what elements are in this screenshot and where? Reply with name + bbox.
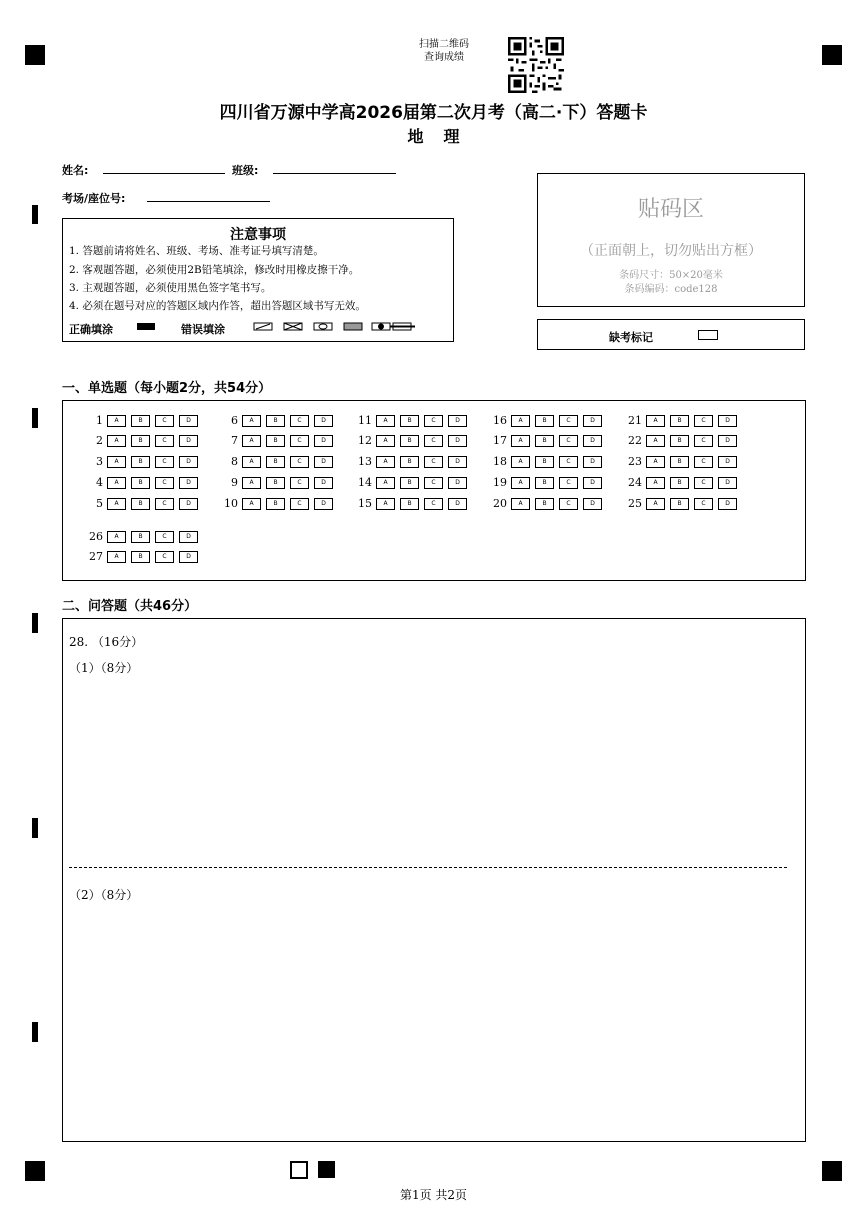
option-d-bubble[interactable]: D <box>179 435 198 447</box>
question-number: 5 <box>96 497 103 510</box>
option-d-bubble[interactable]: D <box>314 415 333 427</box>
option-a-bubble[interactable]: A <box>376 477 395 489</box>
option-b-bubble[interactable]: B <box>400 477 419 489</box>
option-c-bubble[interactable]: C <box>290 477 309 489</box>
option-d-bubble[interactable]: D <box>448 435 467 447</box>
barcode-size: 条码尺寸：50×20毫米 <box>619 270 723 281</box>
option-a-bubble[interactable]: A <box>107 477 126 489</box>
notice-title: 注意事项 <box>230 227 286 243</box>
absent-checkbox[interactable] <box>698 330 718 340</box>
option-a-bubble[interactable]: A <box>376 498 395 510</box>
notice-item: 3. 主观题答题，必须使用黑色签字笔书写。 <box>69 282 272 294</box>
option-b-bubble[interactable]: B <box>670 415 689 427</box>
option-a-bubble[interactable]: A <box>646 456 665 468</box>
page-title: 四川省万源中学高2026届第二次月考（高二·下）答题卡 <box>219 103 648 123</box>
question-number: 6 <box>231 414 238 427</box>
question-number: 8 <box>231 455 238 468</box>
barcode-area <box>537 173 805 307</box>
option-a-bubble[interactable]: A <box>242 456 261 468</box>
question-number: 7 <box>231 434 238 447</box>
option-d-bubble[interactable]: D <box>179 415 198 427</box>
option-d-bubble[interactable]: D <box>448 477 467 489</box>
question-number: 3 <box>96 455 103 468</box>
option-c-bubble[interactable]: C <box>694 477 713 489</box>
option-b-bubble[interactable]: B <box>131 531 150 543</box>
page-mark-filled <box>318 1161 335 1178</box>
question-number: 26 <box>89 530 103 543</box>
side-mark <box>32 613 38 633</box>
barcode-instruction: （正面朝上，切勿贴出方框） <box>580 243 762 259</box>
option-a-bubble[interactable]: A <box>376 415 395 427</box>
option-d-bubble[interactable]: D <box>718 435 737 447</box>
question-28-part-2: （2）（8分） <box>69 888 139 902</box>
question-number: 27 <box>89 550 103 563</box>
option-a-bubble[interactable]: A <box>646 477 665 489</box>
option-a-bubble[interactable]: A <box>646 498 665 510</box>
option-c-bubble[interactable]: C <box>290 456 309 468</box>
option-c-bubble[interactable]: C <box>290 498 309 510</box>
notice-item: 4. 必须在题号对应的答题区域内作答，超出答题区域书写无效。 <box>69 300 366 312</box>
option-a-bubble[interactable]: A <box>646 415 665 427</box>
question-number: 19 <box>493 476 507 489</box>
option-d-bubble[interactable]: D <box>718 498 737 510</box>
fill-example-row <box>69 321 113 337</box>
option-d-bubble[interactable]: D <box>448 415 467 427</box>
question-number: 17 <box>493 434 507 447</box>
option-c-bubble[interactable]: C <box>424 477 443 489</box>
name-field[interactable] <box>103 173 225 174</box>
option-d-bubble[interactable]: D <box>718 477 737 489</box>
option-b-bubble[interactable]: B <box>131 551 150 563</box>
option-b-bubble[interactable]: B <box>670 456 689 468</box>
option-c-bubble[interactable]: C <box>694 435 713 447</box>
option-b-bubble[interactable]: B <box>400 498 419 510</box>
option-d-bubble[interactable]: D <box>179 456 198 468</box>
option-c-bubble[interactable]: C <box>155 456 174 468</box>
option-c-bubble[interactable]: C <box>155 498 174 510</box>
option-c-bubble[interactable]: C <box>559 435 578 447</box>
absent-mark-box <box>537 319 805 350</box>
page-mark-empty <box>290 1161 308 1179</box>
option-c-bubble[interactable]: C <box>559 415 578 427</box>
multiple-choice-area <box>62 400 806 581</box>
corner-mark-top-left <box>25 45 45 65</box>
option-b-bubble[interactable]: B <box>266 498 285 510</box>
option-c-bubble[interactable]: C <box>424 498 443 510</box>
barcode-encoding: 条码编码：code128 <box>624 284 718 295</box>
option-d-bubble[interactable]: D <box>583 456 602 468</box>
corner-mark-top-right <box>822 45 842 65</box>
question-28-title: 28. （16分） <box>69 635 144 649</box>
side-mark <box>32 1022 38 1042</box>
option-c-bubble[interactable]: C <box>155 477 174 489</box>
correct-fill-sample <box>137 323 155 330</box>
option-c-bubble[interactable]: C <box>155 531 174 543</box>
option-c-bubble[interactable]: C <box>559 498 578 510</box>
option-a-bubble[interactable]: A <box>646 435 665 447</box>
option-b-bubble[interactable]: B <box>266 415 285 427</box>
option-a-bubble[interactable]: A <box>511 477 530 489</box>
option-c-bubble[interactable]: C <box>694 415 713 427</box>
option-a-bubble[interactable]: A <box>242 498 261 510</box>
option-c-bubble[interactable]: C <box>424 415 443 427</box>
question-number: 14 <box>358 476 372 489</box>
answer-area[interactable] <box>62 618 806 1142</box>
option-b-bubble[interactable]: B <box>131 456 150 468</box>
option-d-bubble[interactable]: D <box>583 498 602 510</box>
wrong-fill-samples <box>253 322 423 332</box>
option-d-bubble[interactable]: D <box>718 456 737 468</box>
option-b-bubble[interactable]: B <box>266 435 285 447</box>
class-field[interactable] <box>273 173 396 174</box>
question-number: 10 <box>224 497 238 510</box>
option-a-bubble[interactable]: A <box>107 551 126 563</box>
option-b-bubble[interactable]: B <box>400 456 419 468</box>
option-d-bubble[interactable]: D <box>583 415 602 427</box>
option-d-bubble[interactable]: D <box>179 551 198 563</box>
option-c-bubble[interactable]: C <box>424 435 443 447</box>
option-c-bubble[interactable]: C <box>155 435 174 447</box>
option-b-bubble[interactable]: B <box>670 498 689 510</box>
option-b-bubble[interactable]: B <box>400 435 419 447</box>
part-divider <box>69 867 787 868</box>
option-a-bubble[interactable]: A <box>107 456 126 468</box>
option-c-bubble[interactable]: C <box>155 551 174 563</box>
notice-item: 2. 客观题答题，必须使用2B铅笔填涂，修改时用橡皮擦干净。 <box>69 264 360 276</box>
option-b-bubble[interactable]: B <box>670 435 689 447</box>
option-b-bubble[interactable]: B <box>266 456 285 468</box>
option-a-bubble[interactable]: A <box>376 456 395 468</box>
name-label: 姓名: <box>62 164 89 177</box>
qr-caption-line: 扫描二维码 <box>419 39 469 50</box>
question-number: 23 <box>628 455 642 468</box>
option-c-bubble[interactable]: C <box>559 477 578 489</box>
question-number: 11 <box>358 414 372 427</box>
qr-caption-line: 查询成绩 <box>424 52 464 63</box>
option-a-bubble[interactable]: A <box>511 415 530 427</box>
corner-mark-bottom-left <box>25 1161 45 1181</box>
question-number: 4 <box>96 476 103 489</box>
option-b-bubble[interactable]: B <box>535 435 554 447</box>
qr-code <box>508 37 564 93</box>
option-d-bubble[interactable]: D <box>314 456 333 468</box>
option-d-bubble[interactable]: D <box>583 477 602 489</box>
question-28-part-1: （1）（8分） <box>69 661 139 675</box>
question-number: 9 <box>231 476 238 489</box>
option-d-bubble[interactable]: D <box>583 435 602 447</box>
option-c-bubble[interactable]: C <box>290 435 309 447</box>
seat-label: 考场/座位号: <box>62 192 126 205</box>
option-b-bubble[interactable]: B <box>535 498 554 510</box>
question-number: 16 <box>493 414 507 427</box>
side-mark <box>32 408 38 428</box>
option-a-bubble[interactable]: A <box>242 415 261 427</box>
barcode-title: 贴码区 <box>637 197 704 222</box>
option-b-bubble[interactable]: B <box>670 477 689 489</box>
option-a-bubble[interactable]: A <box>511 456 530 468</box>
notice-item: 1. 答题前请将姓名、班级、考场、准考证号填写清楚。 <box>69 245 324 257</box>
option-b-bubble[interactable]: B <box>535 415 554 427</box>
option-c-bubble[interactable]: C <box>155 415 174 427</box>
section-1-title: 一、单选题（每小题2分，共54分） <box>62 381 272 396</box>
option-c-bubble[interactable]: C <box>559 456 578 468</box>
question-number: 13 <box>358 455 372 468</box>
option-b-bubble[interactable]: B <box>535 456 554 468</box>
option-b-bubble[interactable]: B <box>131 477 150 489</box>
subject-title: 地理 <box>407 127 480 146</box>
option-b-bubble[interactable]: B <box>131 415 150 427</box>
option-c-bubble[interactable]: C <box>694 456 713 468</box>
page-number: 第1页 共2页 <box>399 1188 468 1202</box>
option-b-bubble[interactable]: B <box>131 498 150 510</box>
side-mark <box>32 205 38 224</box>
question-number: 15 <box>358 497 372 510</box>
option-a-bubble[interactable]: A <box>107 498 126 510</box>
option-b-bubble[interactable]: B <box>266 477 285 489</box>
option-d-bubble[interactable]: D <box>314 435 333 447</box>
question-number: 21 <box>628 414 642 427</box>
option-b-bubble[interactable]: B <box>535 477 554 489</box>
option-c-bubble[interactable]: C <box>424 456 443 468</box>
question-number: 25 <box>628 497 642 510</box>
option-a-bubble[interactable]: A <box>107 415 126 427</box>
question-number: 22 <box>628 434 642 447</box>
question-number: 20 <box>493 497 507 510</box>
option-c-bubble[interactable]: C <box>694 498 713 510</box>
correct-fill-label: 正确填涂 <box>69 323 113 336</box>
notice-box <box>62 218 454 342</box>
qr-caption <box>405 38 483 64</box>
question-number: 18 <box>493 455 507 468</box>
class-label: 班级: <box>232 164 259 177</box>
option-a-bubble[interactable]: A <box>511 435 530 447</box>
option-b-bubble[interactable]: B <box>400 415 419 427</box>
seat-field[interactable] <box>147 201 270 202</box>
wrong-fill-label: 错误填涂 <box>181 323 225 336</box>
question-number: 1 <box>96 414 103 427</box>
option-d-bubble[interactable]: D <box>179 477 198 489</box>
option-c-bubble[interactable]: C <box>290 415 309 427</box>
side-mark <box>32 818 38 838</box>
option-d-bubble[interactable]: D <box>448 456 467 468</box>
question-number: 24 <box>628 476 642 489</box>
option-a-bubble[interactable]: A <box>107 435 126 447</box>
option-a-bubble[interactable]: A <box>376 435 395 447</box>
option-d-bubble[interactable]: D <box>718 415 737 427</box>
corner-mark-bottom-right <box>822 1161 842 1181</box>
option-d-bubble[interactable]: D <box>314 477 333 489</box>
section-2-title: 二、问答题（共46分） <box>62 599 198 614</box>
option-d-bubble[interactable]: D <box>179 498 198 510</box>
option-d-bubble[interactable]: D <box>448 498 467 510</box>
option-a-bubble[interactable]: A <box>242 477 261 489</box>
option-d-bubble[interactable]: D <box>179 531 198 543</box>
option-a-bubble[interactable]: A <box>511 498 530 510</box>
option-a-bubble[interactable]: A <box>242 435 261 447</box>
option-d-bubble[interactable]: D <box>314 498 333 510</box>
option-b-bubble[interactable]: B <box>131 435 150 447</box>
absent-label: 缺考标记 <box>609 331 653 344</box>
option-a-bubble[interactable]: A <box>107 531 126 543</box>
question-number: 2 <box>96 434 103 447</box>
question-number: 12 <box>358 434 372 447</box>
